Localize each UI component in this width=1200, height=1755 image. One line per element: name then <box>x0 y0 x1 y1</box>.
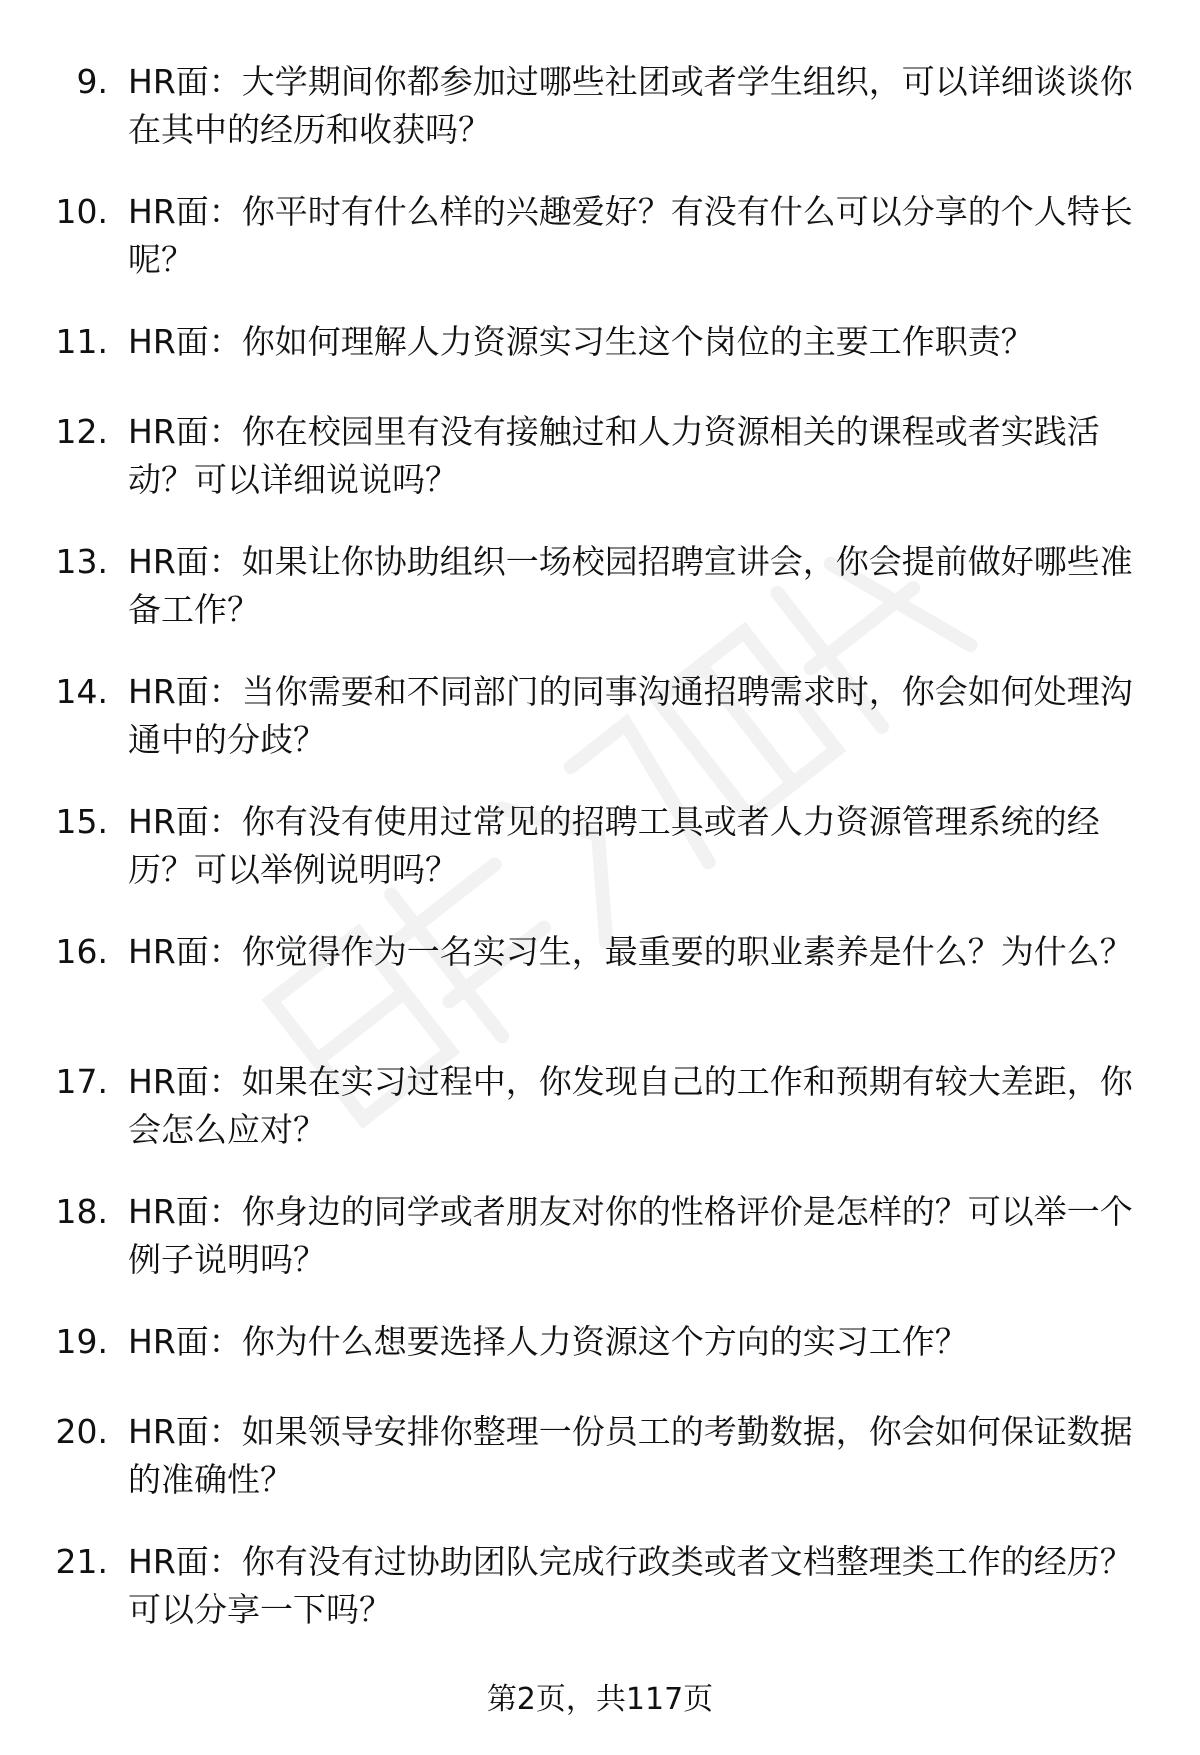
question-number: 20. <box>55 1412 108 1451</box>
question-item-16 <box>0 928 1200 1058</box>
question-number: 16. <box>55 932 108 971</box>
question-number: 11. <box>55 322 108 361</box>
question-item-20 <box>0 1408 1200 1538</box>
question-text: HR面：如果让你协助组织一场校园招聘宣讲会，你会提前做好哪些准备工作？ <box>128 542 1133 629</box>
question-number: 14. <box>55 672 108 711</box>
question-text: HR面：你觉得作为一名实习生，最重要的职业素养是什么？为什么？ <box>128 932 1133 971</box>
question-text: HR面：大学期间你都参加过哪些社团或者学生组织，可以详细谈谈你在其中的经历和收获吗？ <box>128 62 1133 149</box>
question-item-10 <box>0 188 1200 318</box>
question-item-18 <box>0 1188 1200 1318</box>
question-item-14 <box>0 668 1200 798</box>
question-text: HR面：你在校园里有没有接触过和人力资源相关的课程或者实践活动？可以详细说说吗？ <box>128 412 1100 499</box>
page-footer: 第2页，共117页 <box>486 1682 714 1717</box>
question-list <box>0 58 1200 1668</box>
question-text: HR面：你身边的同学或者朋友对你的性格评价是怎样的？可以举一个例子说明吗？ <box>128 1192 1133 1279</box>
question-number: 21. <box>55 1542 108 1581</box>
question-text: HR面：你有没有过协助团队完成行政类或者文档整理类工作的经历？可以分享一下吗？ <box>128 1542 1133 1629</box>
question-item-12 <box>0 408 1200 538</box>
question-number: 10. <box>55 192 108 231</box>
question-item-17 <box>0 1058 1200 1188</box>
question-text: HR面：如果在实习过程中，你发现自己的工作和预期有较大差距，你会怎么应对？ <box>128 1062 1133 1149</box>
question-text: HR面：你平时有什么样的兴趣爱好？有没有什么可以分享的个人特长呢？ <box>128 192 1133 279</box>
question-item-21 <box>0 1538 1200 1668</box>
question-item-15 <box>0 798 1200 928</box>
question-number: 18. <box>55 1192 108 1231</box>
question-number: 12. <box>55 412 108 451</box>
question-item-19 <box>0 1318 1200 1408</box>
question-number: 17. <box>55 1062 108 1101</box>
question-text: HR面：你如何理解人力资源实习生这个岗位的主要工作职责？ <box>128 322 1034 361</box>
question-item-11 <box>0 318 1200 408</box>
question-text: HR面：如果领导安排你整理一份员工的考勤数据，你会如何保证数据的准确性？ <box>128 1412 1133 1499</box>
question-text: HR面：当你需要和不同部门的同事沟通招聘需求时，你会如何处理沟通中的分歧？ <box>128 672 1133 759</box>
question-number: 19. <box>55 1322 108 1361</box>
question-number: 13. <box>55 542 108 581</box>
question-text: HR面：你为什么想要选择人力资源这个方向的实习工作？ <box>128 1322 968 1361</box>
question-item-9 <box>0 58 1200 188</box>
question-number: 9. <box>76 62 108 101</box>
question-text: HR面：你有没有使用过常见的招聘工具或者人力资源管理系统的经历？可以举例说明吗？ <box>128 802 1100 889</box>
question-item-13 <box>0 538 1200 668</box>
question-number: 15. <box>55 802 108 841</box>
